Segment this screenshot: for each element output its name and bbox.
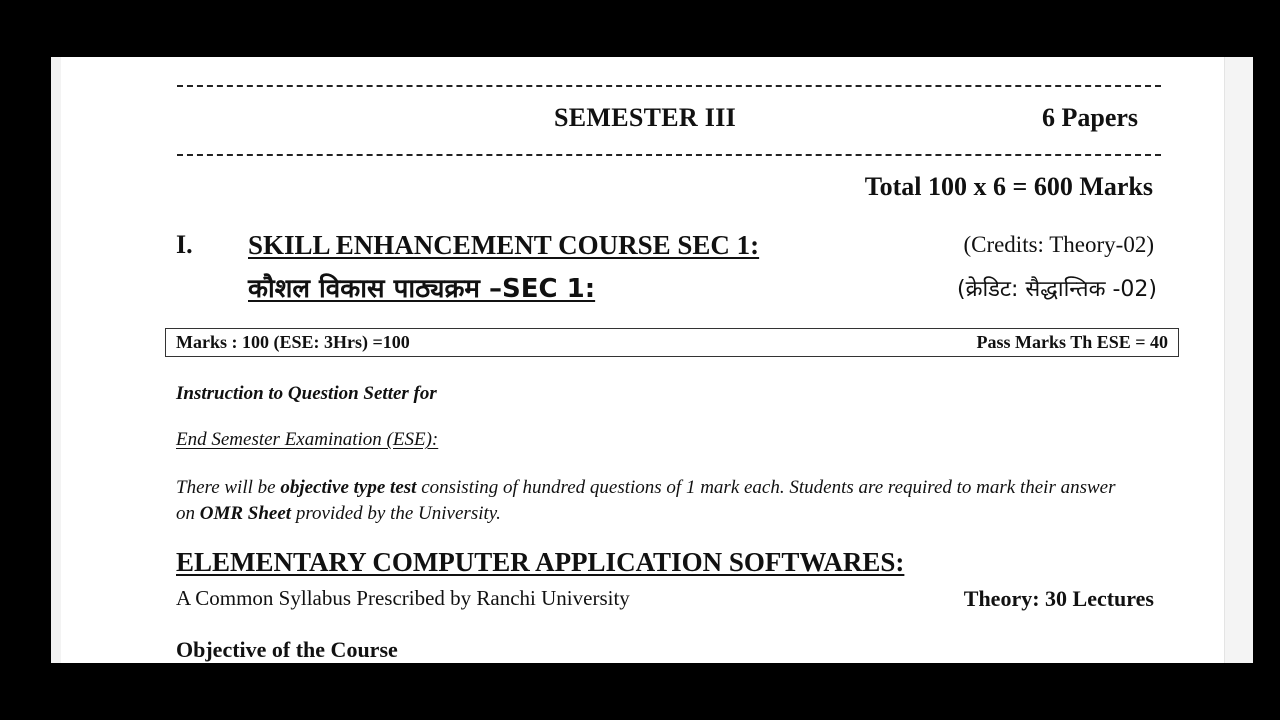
course-credits-hindi: (क्रेडिट: सैद्धान्तिक -02) xyxy=(956,277,1157,302)
course-title-hindi: कौशल विकास पाठ्यक्रम –SEC 1: xyxy=(248,274,596,304)
theory-lectures: Theory: 30 Lectures xyxy=(963,586,1154,611)
para-bold-omr: OMR Sheet xyxy=(199,503,292,524)
section-heading: ELEMENTARY COMPUTER APPLICATION SOFTWARES: xyxy=(176,547,905,577)
pass-marks: Pass Marks Th ESE = 40 xyxy=(976,332,1168,352)
para-text-3: provided by the University. xyxy=(291,503,501,524)
dashed-divider-bottom xyxy=(177,154,1161,156)
marks-box xyxy=(165,328,1179,357)
dashed-divider-top xyxy=(177,85,1161,87)
syllabus-note: A Common Syllabus Prescribed by Ranchi University xyxy=(176,586,630,610)
instruction-paragraph xyxy=(176,475,1136,527)
semester-title: SEMESTER III xyxy=(554,103,737,132)
para-bold-objective: objective type test xyxy=(280,477,417,498)
course-title: SKILL ENHANCEMENT COURSE SEC 1: xyxy=(248,230,760,260)
para-text-1: There will be xyxy=(176,477,281,498)
page-left-edge xyxy=(51,57,61,663)
course-number: I. xyxy=(176,230,193,259)
ese-heading: End Semester Examination (ESE): xyxy=(176,429,439,450)
para-text-2: consisting of hundred questions of 1 mark each. Students are required to mark their answer on xyxy=(176,477,1116,524)
course-credits: (Credits: Theory-02) xyxy=(963,232,1154,257)
marks-total: Marks : 100 (ESE: 3Hrs) =100 xyxy=(176,332,410,352)
instruction-title: Instruction to Question Setter for xyxy=(176,383,437,404)
papers-count: 6 Papers xyxy=(1042,103,1139,132)
objective-heading: Objective of the Course xyxy=(176,637,398,662)
total-marks: Total 100 x 6 = 600 Marks xyxy=(864,172,1153,201)
document-page xyxy=(51,57,1253,663)
scroll-gutter[interactable] xyxy=(1224,57,1253,663)
